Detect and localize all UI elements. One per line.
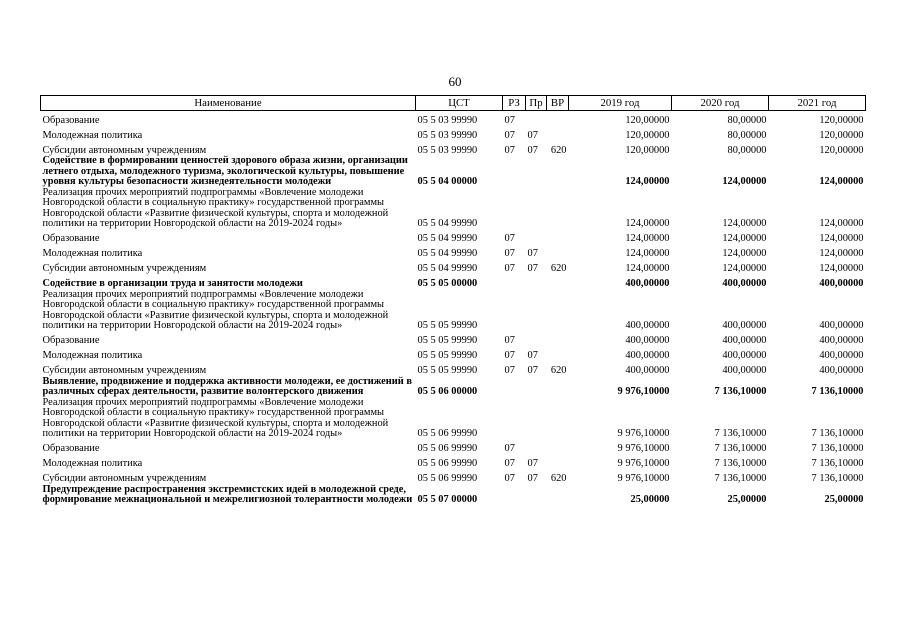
pr-cell: 07 <box>527 144 538 156</box>
value-2020-cell: 400,00000 <box>722 350 767 361</box>
name-cell: Молодежная политика <box>42 350 143 361</box>
table-row <box>41 440 866 455</box>
value-2019-cell: 120,00000 <box>625 129 670 141</box>
vr-cell <box>547 377 569 398</box>
vr-cell <box>547 290 569 332</box>
cst-cell: 05 5 07 00000 <box>417 494 478 505</box>
pr-cell: 07 <box>527 129 538 141</box>
value-2021-cell: 400,00000 <box>819 320 864 331</box>
col-header-cst: ЦСТ <box>416 96 503 111</box>
rz-cell: 07 <box>504 263 515 274</box>
value-2021-cell: 7 136,10000 <box>811 473 864 484</box>
vr-cell <box>547 111 569 127</box>
page-number: 60 <box>448 74 462 89</box>
rz-cell <box>503 377 526 398</box>
rz-cell <box>503 485 526 506</box>
pr-cell: 07 <box>527 365 538 376</box>
budget-table <box>40 95 866 506</box>
col-header-rz: РЗ <box>503 96 526 111</box>
pr-cell: 07 <box>527 248 538 259</box>
value-2021-cell: 7 136,10000 <box>811 443 864 454</box>
col-header-vr: ВР <box>547 96 569 111</box>
cst-cell: 05 5 06 99990 <box>417 473 478 484</box>
cst-cell: 05 5 04 99990 <box>417 248 478 259</box>
name-cell: Выявление, продвижение и поддержка активности молодежи, ее достижений в различных сферах деятельности, развитие волонтерского движения <box>42 375 412 397</box>
pr-cell <box>526 290 547 332</box>
vr-cell <box>547 126 569 141</box>
value-2019-cell: 120,00000 <box>625 144 670 156</box>
vr-cell: 620 <box>550 263 567 274</box>
vr-cell <box>547 455 569 470</box>
name-cell: Содействие в формировании ценностей здорового образа жизни, организации летнего отдыха, молодежного туризма, экологической культуры, повышение уровня культуры безопасности жизнедеятельности молодежи <box>42 155 408 187</box>
value-2021-cell: 400,00000 <box>819 350 864 361</box>
name-cell: Реализация прочих мероприятий подпрограммы «Вовлечение молодежи Новгородской области в социальную практику» государственной программы Новгородской области «Развитие физической культуры, спорта и молодежной политики на территории Новгородской области на 2019-2024 годы» <box>42 288 389 331</box>
value-2019-cell: 25,00000 <box>630 494 670 505</box>
value-2020-cell: 80,00000 <box>727 114 767 126</box>
name-cell: Субсидии автономным учреждениям <box>42 144 207 156</box>
value-2019-cell: 400,00000 <box>625 320 670 331</box>
value-2021-cell: 120,00000 <box>819 114 864 126</box>
value-2019-cell: 124,00000 <box>625 218 670 229</box>
rz-cell <box>503 398 526 440</box>
table-header <box>41 96 866 111</box>
table-row <box>41 141 866 156</box>
table-row <box>41 398 866 440</box>
rz-cell: 07 <box>504 365 515 376</box>
value-2019-cell: 9 976,10000 <box>617 473 670 484</box>
value-2021-cell: 400,00000 <box>819 365 864 376</box>
table-body <box>41 111 866 506</box>
name-cell: Субсидии автономным учреждениям <box>42 473 207 484</box>
value-2021-cell: 120,00000 <box>819 129 864 141</box>
vr-cell <box>547 440 569 455</box>
value-2020-cell: 124,00000 <box>722 233 767 244</box>
value-2019-cell: 9 976,10000 <box>617 428 670 439</box>
vr-cell: 620 <box>550 473 567 484</box>
cst-cell: 05 5 05 00000 <box>417 278 478 289</box>
section-row <box>41 156 866 188</box>
value-2019-cell: 400,00000 <box>625 335 670 346</box>
name-cell: Субсидии автономным учреждениям <box>42 263 207 274</box>
name-cell: Образование <box>42 233 100 244</box>
rz-cell <box>503 290 526 332</box>
vr-cell <box>547 245 569 260</box>
rz-cell: 07 <box>504 473 515 484</box>
col-header-2019: 2019 год <box>569 96 672 111</box>
rz-cell: 07 <box>504 144 515 156</box>
value-2020-cell: 7 136,10000 <box>714 458 767 469</box>
value-2020-cell: 124,00000 <box>722 248 767 259</box>
name-cell: Содействие в организации труда и занятости молодежи <box>42 278 303 289</box>
rz-cell: 07 <box>504 458 515 469</box>
value-2020-cell: 7 136,10000 <box>714 473 767 484</box>
value-2021-cell: 7 136,10000 <box>811 428 864 439</box>
vr-cell <box>547 398 569 440</box>
table-row <box>41 126 866 141</box>
name-cell: Реализация прочих мероприятий подпрограммы «Вовлечение молодежи Новгородской области в социальную практику» государственной программы Новгородской области «Развитие физической культуры, спорта и молодежной политики на территории Новгородской области на 2019-2024 годы» <box>42 186 389 229</box>
table-row <box>41 230 866 245</box>
value-2021-cell: 124,00000 <box>819 233 864 244</box>
cst-cell: 05 5 06 99990 <box>417 428 478 439</box>
rz-cell <box>503 188 526 230</box>
pr-cell <box>526 398 547 440</box>
value-2020-cell: 7 136,10000 <box>714 428 767 439</box>
pr-cell: 07 <box>527 263 538 274</box>
value-2021-cell: 120,00000 <box>819 144 864 156</box>
cst-cell: 05 5 04 00000 <box>417 176 478 187</box>
name-cell: Субсидии автономным учреждениям <box>42 365 207 376</box>
name-cell: Реализация прочих мероприятий подпрограммы «Вовлечение молодежи Новгородской области в социальную практику» государственной программы Новгородской области «Развитие физической культуры, спорта и молодежной политики на территории Новгородской области на 2019-2024 годы» <box>42 396 389 439</box>
value-2021-cell: 400,00000 <box>819 278 864 289</box>
value-2020-cell: 124,00000 <box>722 176 767 187</box>
cst-cell: 05 5 03 99990 <box>417 129 478 141</box>
pr-cell <box>526 230 547 245</box>
value-2020-cell: 400,00000 <box>722 278 767 289</box>
pr-cell <box>526 485 547 506</box>
value-2021-cell: 124,00000 <box>819 248 864 259</box>
col-header-2021: 2021 год <box>769 96 866 111</box>
cst-cell: 05 5 04 99990 <box>417 263 478 274</box>
rz-cell: 07 <box>504 335 515 346</box>
rz-cell <box>503 275 526 290</box>
pr-cell <box>526 275 547 290</box>
col-header-pr: Пр <box>526 96 547 111</box>
name-cell: Молодежная политика <box>42 248 143 259</box>
name-cell: Образование <box>42 335 100 346</box>
pr-cell <box>526 332 547 347</box>
name-cell: Молодежная политика <box>42 129 143 141</box>
value-2020-cell: 400,00000 <box>722 320 767 331</box>
value-2020-cell: 25,00000 <box>727 494 767 505</box>
pr-cell <box>526 156 547 188</box>
table-row <box>41 362 866 377</box>
vr-cell <box>547 275 569 290</box>
cst-cell: 05 5 06 00000 <box>417 386 478 397</box>
value-2019-cell: 400,00000 <box>625 278 670 289</box>
table-row <box>41 245 866 260</box>
value-2019-cell: 120,00000 <box>625 114 670 126</box>
pr-cell: 07 <box>527 350 538 361</box>
pr-cell <box>526 377 547 398</box>
rz-cell: 07 <box>504 443 515 454</box>
value-2019-cell: 124,00000 <box>625 233 670 244</box>
value-2020-cell: 7 136,10000 <box>714 386 767 397</box>
rz-cell: 07 <box>504 248 515 259</box>
table-row <box>41 455 866 470</box>
cst-cell: 05 5 04 99990 <box>417 218 478 229</box>
table-row <box>41 332 866 347</box>
value-2019-cell: 9 976,10000 <box>617 458 670 469</box>
vr-cell <box>547 347 569 362</box>
value-2021-cell: 124,00000 <box>819 218 864 229</box>
name-cell: Образование <box>42 443 100 454</box>
rz-cell: 07 <box>504 350 515 361</box>
section-row <box>41 377 866 398</box>
value-2020-cell: 7 136,10000 <box>714 443 767 454</box>
table-row <box>41 188 866 230</box>
col-header-name: Наименование <box>41 96 416 111</box>
vr-cell <box>547 156 569 188</box>
value-2020-cell: 124,00000 <box>722 218 767 229</box>
cst-cell: 05 5 05 99990 <box>417 365 478 376</box>
value-2019-cell: 124,00000 <box>625 176 670 187</box>
rz-cell: 07 <box>504 114 515 126</box>
table-row <box>41 470 866 485</box>
value-2020-cell: 400,00000 <box>722 365 767 376</box>
value-2019-cell: 400,00000 <box>625 350 670 361</box>
cst-cell: 05 5 05 99990 <box>417 350 478 361</box>
table-row <box>41 347 866 362</box>
value-2020-cell: 124,00000 <box>722 263 767 274</box>
cst-cell: 05 5 06 99990 <box>417 443 478 454</box>
value-2020-cell: 400,00000 <box>722 335 767 346</box>
name-cell: Образование <box>42 114 100 126</box>
pr-cell: 07 <box>527 473 538 484</box>
value-2019-cell: 400,00000 <box>625 365 670 376</box>
vr-cell: 620 <box>550 365 567 376</box>
vr-cell <box>547 332 569 347</box>
cst-cell: 05 5 05 99990 <box>417 320 478 331</box>
cst-cell: 05 5 03 99990 <box>417 144 478 156</box>
section-row <box>41 485 866 506</box>
cst-cell: 05 5 03 99990 <box>417 114 478 126</box>
value-2020-cell: 80,00000 <box>727 144 767 156</box>
pr-cell <box>526 111 547 127</box>
pr-cell <box>526 188 547 230</box>
value-2019-cell: 124,00000 <box>625 263 670 274</box>
table-row <box>41 111 866 127</box>
table-row <box>41 260 866 275</box>
value-2020-cell: 80,00000 <box>727 129 767 141</box>
value-2019-cell: 124,00000 <box>625 248 670 259</box>
cst-cell: 05 5 05 99990 <box>417 335 478 346</box>
vr-cell <box>547 230 569 245</box>
rz-cell <box>503 156 526 188</box>
cst-cell: 05 5 06 99990 <box>417 458 478 469</box>
value-2021-cell: 400,00000 <box>819 335 864 346</box>
table-row <box>41 290 866 332</box>
cst-cell: 05 5 04 99990 <box>417 233 478 244</box>
value-2021-cell: 7 136,10000 <box>811 386 864 397</box>
name-cell: Предупреждение распространения экстремистских идей в молодежной среде, формирование межнациональной и межрелигиозной толерантности молодежи <box>42 483 413 505</box>
value-2021-cell: 124,00000 <box>819 263 864 274</box>
name-cell: Молодежная политика <box>42 458 143 469</box>
vr-cell: 620 <box>550 144 567 156</box>
value-2019-cell: 9 976,10000 <box>617 386 670 397</box>
value-2021-cell: 124,00000 <box>819 176 864 187</box>
section-row <box>41 275 866 290</box>
col-header-2020: 2020 год <box>672 96 769 111</box>
vr-cell <box>547 188 569 230</box>
value-2019-cell: 9 976,10000 <box>617 443 670 454</box>
rz-cell: 07 <box>504 129 515 141</box>
value-2021-cell: 7 136,10000 <box>811 458 864 469</box>
pr-cell: 07 <box>527 458 538 469</box>
rz-cell: 07 <box>504 233 515 244</box>
vr-cell <box>547 485 569 506</box>
value-2021-cell: 25,00000 <box>824 494 864 505</box>
pr-cell <box>526 440 547 455</box>
